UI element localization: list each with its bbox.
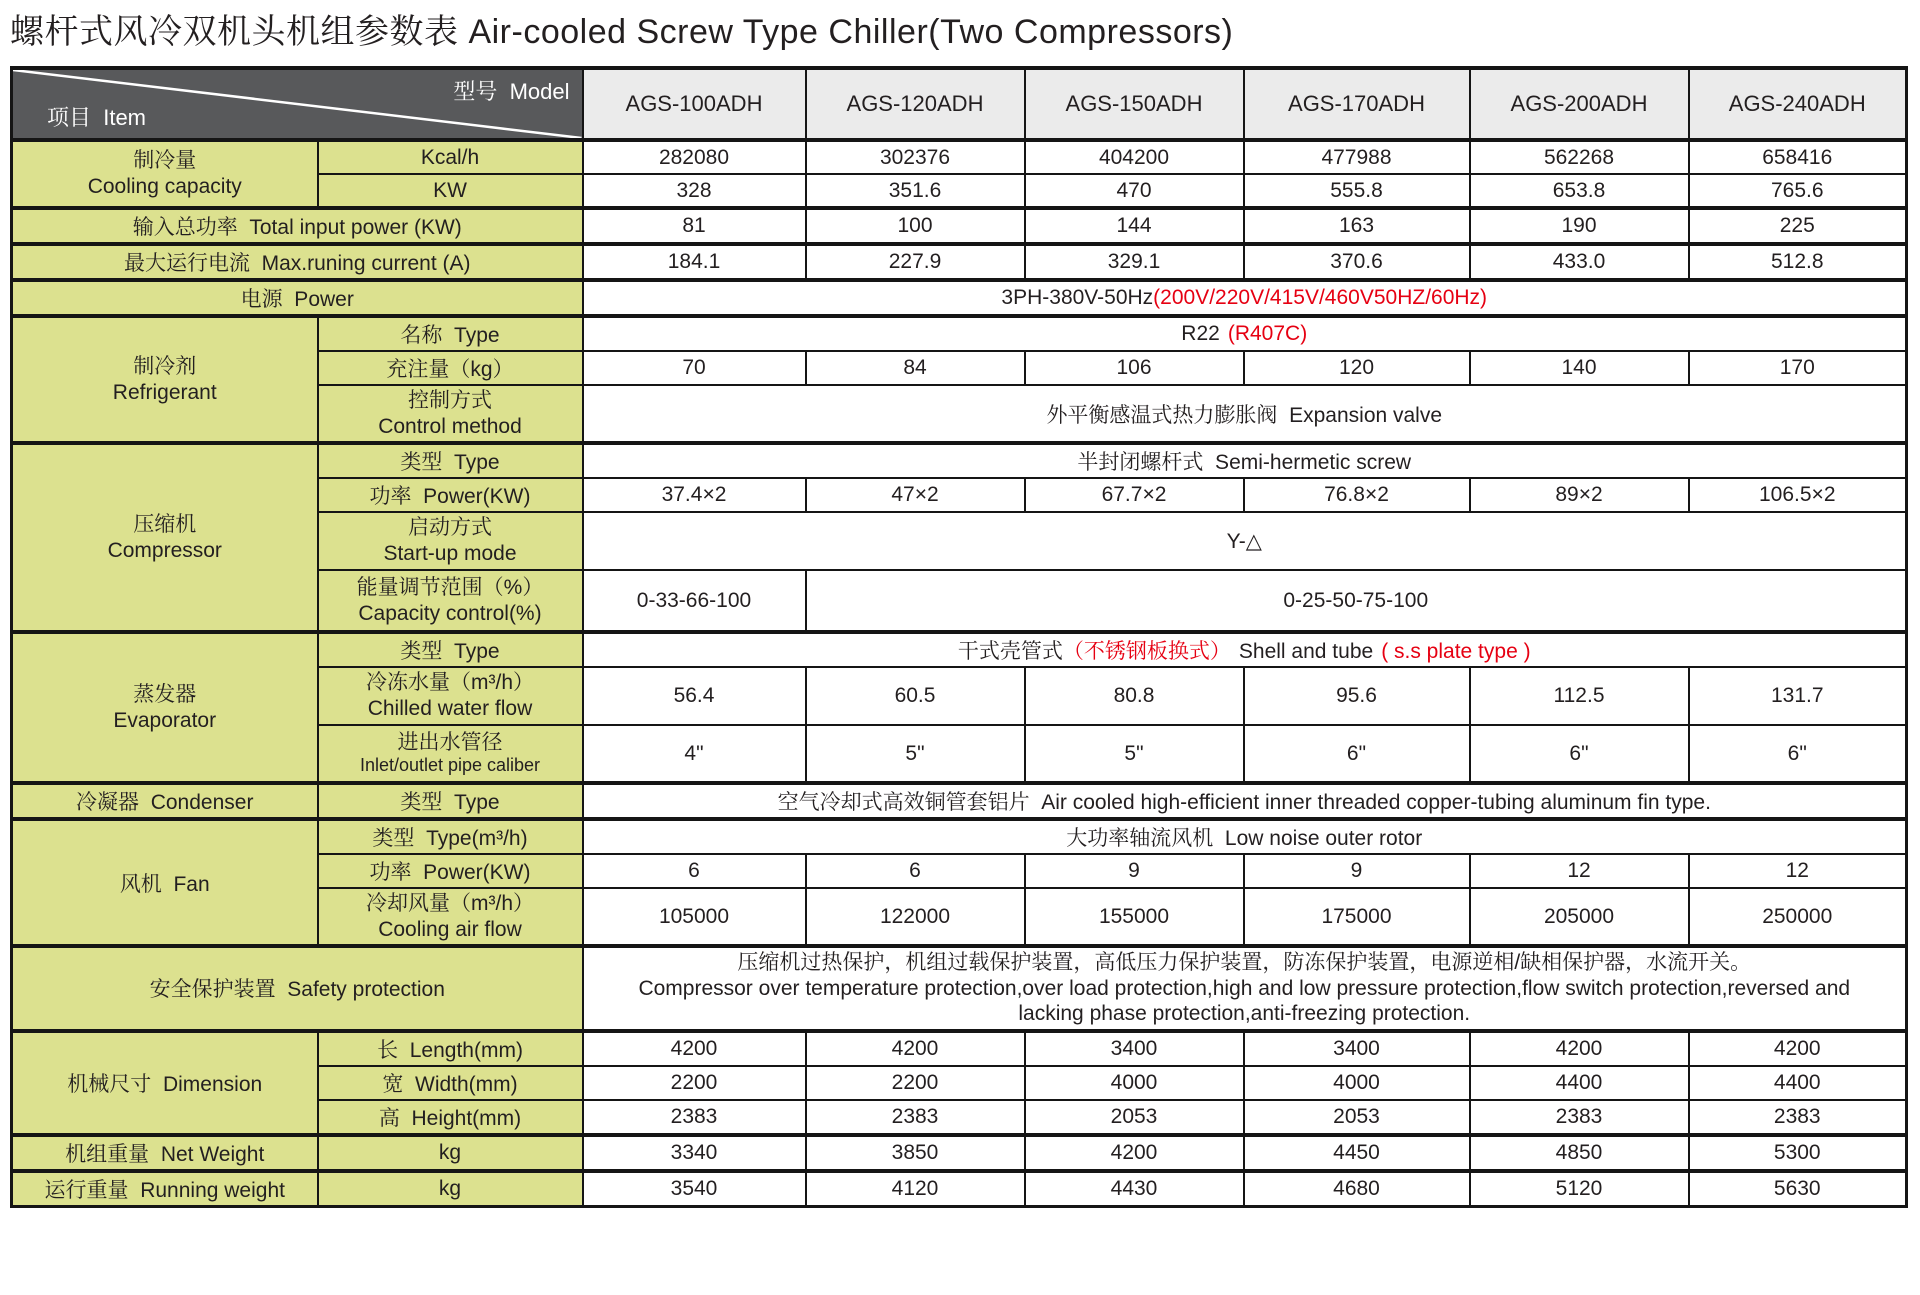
net-weight-value: 4200 [1025, 1135, 1244, 1171]
kcal-value: 282080 [583, 140, 806, 174]
power-supply-row [12, 280, 1907, 316]
evaporator-type-zh: 干式壳管式 [957, 640, 1063, 663]
max-running-current-row [12, 244, 1907, 280]
safety-protection-row [12, 946, 1907, 1031]
chilled-water-flow-value: 60.5 [806, 667, 1025, 725]
length-value: 3400 [1244, 1031, 1470, 1066]
evaporator-type-label: 类型 Type [318, 632, 583, 667]
length-value: 4200 [583, 1031, 806, 1066]
cooling-air-flow-value: 122000 [806, 888, 1025, 946]
total-input-power-value: 81 [583, 208, 806, 244]
refrigerant-name-row [12, 316, 1907, 351]
compressor-type-row [12, 443, 1907, 478]
evaporator-type-value [583, 632, 1907, 667]
max-current-value: 227.9 [806, 244, 1025, 280]
cooling-air-flow-value: 175000 [1244, 888, 1470, 946]
width-value: 4400 [1689, 1066, 1907, 1100]
pipe-caliber-value: 6" [1470, 725, 1689, 783]
fan-power-value: 6 [806, 854, 1025, 888]
fan-power-value: 9 [1244, 854, 1470, 888]
max-current-value: 370.6 [1244, 244, 1470, 280]
pipe-caliber-label-en: Inlet/outlet pipe caliber [359, 755, 541, 776]
compressor-power-label: 功率 Power(KW) [318, 478, 583, 512]
fan-label: 风机 Fan [12, 819, 318, 946]
kcal-value: 302376 [806, 140, 1025, 174]
power-supply-main: 3PH-380V-50Hz [1001, 286, 1154, 309]
fan-type-label: 类型 Type(m³/h) [318, 819, 583, 854]
fan-power-value: 6 [583, 854, 806, 888]
chilled-water-flow-value: 56.4 [583, 667, 806, 725]
model-name: AGS-150ADH [1025, 68, 1244, 140]
running-weight-row [12, 1171, 1907, 1207]
height-value: 2383 [1689, 1100, 1907, 1135]
running-weight-unit: kg [318, 1171, 583, 1207]
net-weight-row [12, 1135, 1907, 1171]
evaporator-type-en-note: ( s.s plate type ) [1381, 640, 1531, 663]
charge-value: 84 [806, 351, 1025, 385]
net-weight-value: 4850 [1470, 1135, 1689, 1171]
compressor-power-value: 106.5×2 [1689, 478, 1907, 512]
kw-value: 351.6 [806, 174, 1025, 208]
refrigerant-name-main: R22 [1181, 322, 1220, 345]
refrigerant-label-zh: 制冷剂 [133, 354, 197, 378]
charge-value: 70 [583, 351, 806, 385]
length-value: 4200 [806, 1031, 1025, 1066]
model-name: AGS-200ADH [1470, 68, 1689, 140]
length-value: 4200 [1689, 1031, 1907, 1066]
width-value: 4400 [1470, 1066, 1689, 1100]
running-weight-value: 5630 [1689, 1171, 1907, 1207]
max-running-current-label: 最大运行电流 Max.runing current (A) [12, 244, 583, 280]
condenser-type-label: 类型 Type [318, 783, 583, 819]
compressor-type-label: 类型 Type [318, 443, 583, 478]
refrigerant-name-value [583, 316, 1907, 351]
condenser-type-value: 空气冷却式高效铜管套铝片 Air cooled high-efficient inner threaded copper-tubing aluminum fin type. [583, 783, 1907, 819]
kw-label: KW [318, 174, 583, 208]
capacity-control-label-zh: 能量调节范围（%） [356, 575, 544, 599]
compressor-type-value: 半封闭螺杆式 Semi-hermetic screw [583, 443, 1907, 478]
kw-value: 555.8 [1244, 174, 1470, 208]
running-weight-value: 4430 [1025, 1171, 1244, 1207]
evaporator-type-en: Shell and tube [1238, 640, 1374, 663]
safety-protection-zh: 压缩机过热保护，机组过载保护装置，高低压力保护装置，防冻保护装置，电源逆相/缺相保护器，水流开关。 [737, 951, 1752, 974]
dimension-length-row [12, 1031, 1907, 1066]
compressor-power-value: 76.8×2 [1244, 478, 1470, 512]
net-weight-value: 5300 [1689, 1135, 1907, 1171]
net-weight-unit: kg [318, 1135, 583, 1171]
height-value: 2383 [806, 1100, 1025, 1135]
running-weight-value: 4120 [806, 1171, 1025, 1207]
pipe-caliber-value: 5" [1025, 725, 1244, 783]
safety-protection-label: 安全保护装置 Safety protection [12, 946, 583, 1031]
max-current-value: 512.8 [1689, 244, 1907, 280]
page-title: 螺杆式风冷双机头机组参数表 Air-cooled Screw Type Chiller(Two Compressors) [10, 13, 1234, 51]
kcal-value: 562268 [1470, 140, 1689, 174]
compressor-power-value: 37.4×2 [583, 478, 806, 512]
refrigerant-name-optional: (R407C) [1227, 322, 1308, 345]
cooling-air-flow-label-zh: 冷却风量（m³/h） [366, 891, 534, 915]
spec-table [10, 66, 1908, 1208]
cooling-air-flow-value: 105000 [583, 888, 806, 946]
power-supply-value [583, 280, 1907, 316]
chilled-water-flow-value: 131.7 [1689, 667, 1907, 725]
running-weight-value: 5120 [1470, 1171, 1689, 1207]
evaporator-type-zh-note: （不锈钢板换式） [1062, 640, 1231, 663]
chilled-water-flow-value: 112.5 [1470, 667, 1689, 725]
capacity-control-first-value: 0-33-66-100 [583, 570, 806, 632]
chilled-water-flow-label-en: Chilled water flow [367, 697, 533, 720]
header-row [12, 68, 1907, 140]
height-value: 2053 [1025, 1100, 1244, 1135]
pipe-caliber-value: 5" [806, 725, 1025, 783]
pipe-caliber-value: 6" [1244, 725, 1470, 783]
width-label: 宽 Width(mm) [318, 1066, 583, 1100]
model-item-diagonal-cell [12, 68, 583, 140]
height-label: 高 Height(mm) [318, 1100, 583, 1135]
chilled-water-flow-label [318, 667, 583, 725]
kw-value: 470 [1025, 174, 1244, 208]
height-value: 2383 [583, 1100, 806, 1135]
evaporator-label-en: Evaporator [113, 708, 217, 732]
kw-value: 328 [583, 174, 806, 208]
kcal-value: 658416 [1689, 140, 1907, 174]
running-weight-value: 4680 [1244, 1171, 1470, 1207]
cooling-air-flow-value: 205000 [1470, 888, 1689, 946]
total-input-power-value: 100 [806, 208, 1025, 244]
capacity-control-label-en: Capacity control(%) [358, 601, 542, 625]
power-supply-optional: (200V/220V/415V/460V50HZ/60Hz) [1153, 286, 1488, 309]
net-weight-value: 3340 [583, 1135, 806, 1171]
item-header-label: 项目 Item [47, 105, 147, 130]
charge-value: 120 [1244, 351, 1470, 385]
chilled-water-flow-value: 95.6 [1244, 667, 1470, 725]
total-input-power-value: 163 [1244, 208, 1470, 244]
length-value: 3400 [1025, 1031, 1244, 1066]
charge-value: 170 [1689, 351, 1907, 385]
kcal-value: 477988 [1244, 140, 1470, 174]
capacity-control-label [318, 570, 583, 632]
refrigerant-label [12, 316, 318, 443]
compressor-label [12, 443, 318, 632]
evaporator-type-row [12, 632, 1907, 667]
total-input-power-value: 144 [1025, 208, 1244, 244]
fan-power-label: 功率 Power(KW) [318, 854, 583, 888]
height-value: 2383 [1470, 1100, 1689, 1135]
startup-mode-value: Y-△ [583, 512, 1907, 570]
net-weight-value: 4450 [1244, 1135, 1470, 1171]
kw-value: 653.8 [1470, 174, 1689, 208]
compressor-power-value: 67.7×2 [1025, 478, 1244, 512]
cooling-air-flow-value: 155000 [1025, 888, 1244, 946]
cooling-air-flow-label [318, 888, 583, 946]
total-input-power-row [12, 208, 1907, 244]
chilled-water-flow-label-zh: 冷冻水量（m³/h） [366, 671, 534, 695]
control-method-label [318, 385, 583, 443]
compressor-power-value: 89×2 [1470, 478, 1689, 512]
cooling-capacity-label-en: Cooling capacity [87, 175, 242, 198]
max-current-value: 433.0 [1470, 244, 1689, 280]
refrigerant-charge-label: 充注量（kg） [318, 351, 583, 385]
condenser-row [12, 783, 1907, 819]
fan-type-row [12, 819, 1907, 854]
cooling-air-flow-label-en: Cooling air flow [378, 917, 522, 941]
safety-protection-en: Compressor over temperature protection,over load protection,high and low pressure protection,flow switch protection,reversed and lacking phase protection,anti-freezing protection. [638, 976, 1851, 1026]
compressor-label-zh: 压缩机 [133, 512, 197, 536]
model-name: AGS-170ADH [1244, 68, 1470, 140]
cooling-capacity-label [12, 140, 318, 208]
startup-mode-label-zh: 启动方式 [408, 516, 492, 540]
width-value: 2200 [806, 1066, 1025, 1100]
fan-power-value: 12 [1689, 854, 1907, 888]
safety-protection-value [583, 946, 1907, 1031]
compressor-power-value: 47×2 [806, 478, 1025, 512]
net-weight-label: 机组重量 Net Weight [12, 1135, 318, 1171]
startup-mode-label-en: Start-up mode [383, 542, 517, 565]
total-input-power-value: 225 [1689, 208, 1907, 244]
length-label: 长 Length(mm) [318, 1031, 583, 1066]
kcal-value: 404200 [1025, 140, 1244, 174]
model-name: AGS-100ADH [583, 68, 806, 140]
height-value: 2053 [1244, 1100, 1470, 1135]
refrigerant-name-label: 名称 Type [318, 316, 583, 351]
pipe-caliber-label-zh: 进出水管径 [397, 730, 503, 754]
model-name: AGS-120ADH [806, 68, 1025, 140]
control-method-label-en: Control method [378, 414, 522, 438]
running-weight-value: 3540 [583, 1171, 806, 1207]
cooling-air-flow-value: 250000 [1689, 888, 1907, 946]
control-method-label-zh: 控制方式 [408, 388, 492, 412]
fan-power-value: 9 [1025, 854, 1244, 888]
pipe-caliber-value: 4" [583, 725, 806, 783]
chilled-water-flow-value: 80.8 [1025, 667, 1244, 725]
max-current-value: 184.1 [583, 244, 806, 280]
width-value: 4000 [1025, 1066, 1244, 1100]
length-value: 4200 [1470, 1031, 1689, 1066]
condenser-label: 冷凝器 Condenser [12, 783, 318, 819]
kw-value: 765.6 [1689, 174, 1907, 208]
cooling-kcal-row [12, 140, 1907, 174]
startup-mode-label [318, 512, 583, 570]
capacity-control-rest-value: 0-25-50-75-100 [806, 570, 1907, 632]
pipe-caliber-value: 6" [1689, 725, 1907, 783]
charge-value: 106 [1025, 351, 1244, 385]
model-name: AGS-240ADH [1689, 68, 1907, 140]
fan-type-value: 大功率轴流风机 Low noise outer rotor [583, 819, 1907, 854]
net-weight-value: 3850 [806, 1135, 1025, 1171]
evaporator-label-zh: 蒸发器 [133, 682, 197, 706]
width-value: 4000 [1244, 1066, 1470, 1100]
cooling-capacity-label-zh: 制冷量 [133, 149, 197, 173]
fan-power-value: 12 [1470, 854, 1689, 888]
evaporator-label [12, 632, 318, 783]
control-method-value: 外平衡感温式热力膨胀阀 Expansion valve [583, 385, 1907, 443]
power-supply-label: 电源 Power [12, 280, 583, 316]
charge-value: 140 [1470, 351, 1689, 385]
max-current-value: 329.1 [1025, 244, 1244, 280]
compressor-label-en: Compressor [107, 538, 222, 562]
dimension-label: 机械尺寸 Dimension [12, 1031, 318, 1135]
kcal-label: Kcal/h [318, 140, 583, 174]
model-header-label: 型号 Model [453, 79, 570, 104]
total-input-power-value: 190 [1470, 208, 1689, 244]
running-weight-label: 运行重量 Running weight [12, 1171, 318, 1207]
pipe-caliber-label [318, 725, 583, 783]
total-input-power-label: 输入总功率 Total input power (KW) [12, 208, 583, 244]
width-value: 2200 [583, 1066, 806, 1100]
refrigerant-label-en: Refrigerant [112, 380, 217, 404]
